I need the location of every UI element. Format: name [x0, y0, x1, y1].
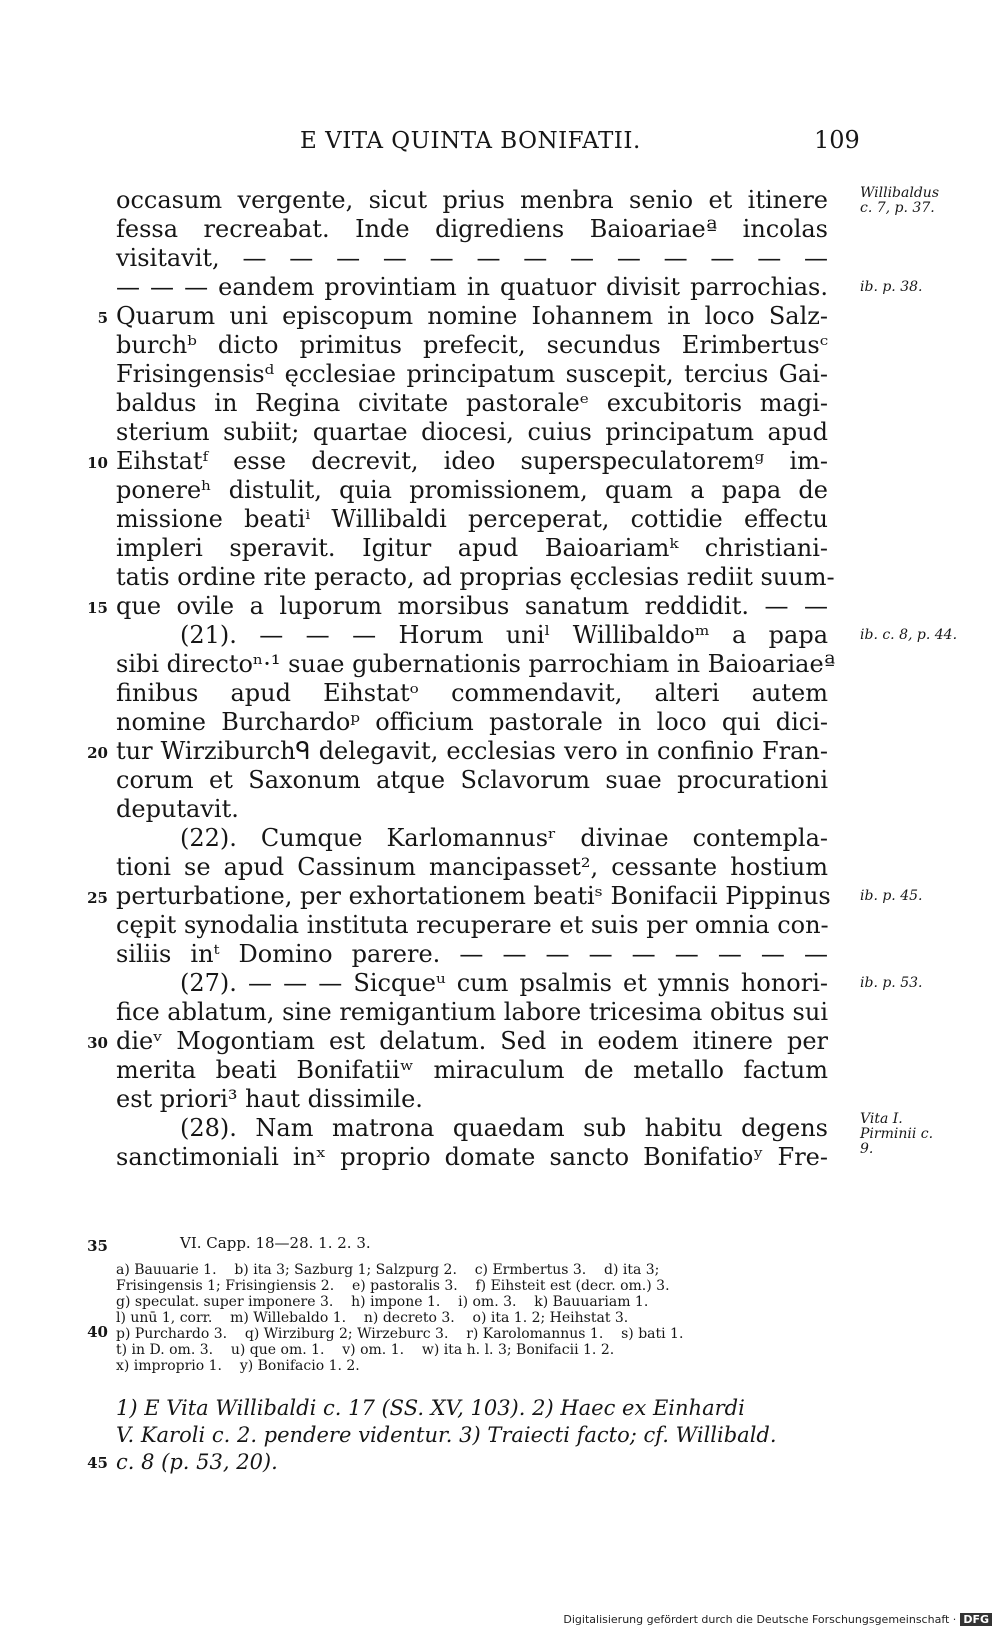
text-line: sterium subiit; quartae diocesi, cuius principatum apud	[116, 418, 828, 446]
text-line: burchᵇ dicto primitus prefecit, secundus Erimbertusᶜ	[116, 331, 828, 359]
text-line: perturbatione, per exhortationem beatiˢ Bonifacii Pippinus	[116, 882, 831, 910]
line-number: 30	[87, 1034, 108, 1052]
text-line: tur Wirziburchᑫ delegavit, ecclesias vero in confinio Fran-	[116, 737, 828, 765]
line-number: 5	[97, 309, 108, 327]
page-number: 109	[814, 126, 860, 154]
text-line: tioni se apud Cassinum mancipasset², cessante hostium	[116, 853, 828, 881]
margin-reference: ib. p. 45.	[860, 888, 923, 904]
text-line: finibus apud Eihstatᵒ commendavit, alteri autem	[116, 679, 828, 707]
text-line: siliis inᵗ Domino parere. — — — — — — — — —	[116, 940, 828, 968]
text-line: Frisingensisᵈ ęcclesiae principatum suscepit, tercius Gai-	[116, 360, 828, 388]
digitization-credit	[563, 1613, 992, 1626]
running-title: E VITA QUINTA BONIFATII.	[300, 128, 641, 154]
text-line: tatis ordine rite peracto, ad proprias ęcclesias rediit suum-	[116, 563, 835, 591]
apparatus-line: Frisingensis 1; Frisingiensis 2. e) pastoralis 3. f) Eihsteit est (decr. om.) 3.	[116, 1278, 670, 1294]
footnote-line: c. 8 (p. 53, 20).	[116, 1450, 278, 1474]
apparatus-line: a) Bauuarie 1. b) ita 3; Sazburg 1; Salzpurg 2. c) Ermbertus 3. d) ita 3;	[116, 1262, 660, 1278]
text-line: que ovile a luporum morsibus sanatum reddidit. — —	[116, 592, 828, 620]
text-line: (22). Cumque Karlomannusʳ divinae contempla-	[180, 824, 828, 852]
text-line: ponereʰ distulit, quia promissionem, quam a papa de	[116, 476, 828, 504]
text-line: dieᵛ Mogontiam est delatum. Sed in eodem itinere per	[116, 1027, 828, 1055]
line-number: 10	[87, 454, 108, 472]
text-line: (21). — — — Horum uniˡ Willibaldoᵐ a papa	[180, 621, 828, 649]
text-line: impleri speravit. Igitur apud Baioariamᵏ christiani-	[116, 534, 828, 562]
footnote-line: V. Karoli c. 2. pendere videntur. 3) Traiecti facto; cf. Willibald.	[116, 1423, 777, 1447]
text-line: occasum vergente, sicut prius menbra senio et itinere	[116, 186, 828, 214]
margin-reference: ib. p. 53.	[860, 975, 923, 991]
line-number: 45	[87, 1454, 108, 1472]
text-line: baldus in Regina civitate pastoraleᵉ excubitoris magi-	[116, 389, 828, 417]
text-line: visitavit, — — — — — — — — — — — — —	[116, 244, 828, 272]
text-line: nomine Burchardoᵖ officium pastorale in loco qui dici-	[116, 708, 828, 736]
line-number: 40	[87, 1323, 108, 1341]
line-number: 15	[87, 599, 108, 617]
text-line: — — — eandem provintiam in quatuor divisit parrochias.	[116, 273, 828, 301]
text-line: (27). — — — Sicqueᵘ cum psalmis et ymnis honori-	[180, 969, 828, 997]
footnote-line: 1) E Vita Willibaldi c. 17 (SS. XV, 103). 2) Haec ex Einhardi	[116, 1396, 745, 1420]
text-line: Eihstatᶠ esse decrevit, ideo superspeculatoremᵍ im-	[116, 447, 828, 475]
apparatus-line: t) in D. om. 3. u) que om. 1. v) om. 1. w) ita h. l. 3; Bonifacii 1. 2.	[116, 1342, 615, 1358]
line-number: 20	[87, 744, 108, 762]
margin-reference: ib. c. 8, p. 44.	[860, 627, 958, 643]
text-line: Quarum uni episcopum nomine Iohannem in loco Salz-	[116, 302, 828, 330]
apparatus-line: l) unū 1, corr. m) Willebaldo 1. n) decreto 3. o) ita 1. 2; Heihstat 3.	[116, 1310, 629, 1326]
dfg-logo: DFG	[960, 1613, 992, 1626]
line-number: 25	[87, 889, 108, 907]
text-line: sibi directoⁿ·¹ suae gubernationis parrochiam in Baioariaeª	[116, 650, 836, 678]
text-line: deputavit.	[116, 795, 239, 823]
credit-text: Digitalisierung gefördert durch die Deutsche Forschungsgemeinschaft ·	[563, 1613, 957, 1626]
apparatus-line: g) speculat. super imponere 3. h) impone 1. i) om. 3. k) Bauuariam 1.	[116, 1294, 649, 1310]
text-line: corum et Saxonum atque Sclavorum suae procurationi	[116, 766, 828, 794]
text-line: sanctimoniali inˣ proprio domate sancto Bonifatioʸ Fre-	[116, 1143, 828, 1171]
text-line: cępit synodalia instituta recuperare et suis per omnia con-	[116, 911, 829, 939]
apparatus-line: x) improprio 1. y) Bonifacio 1. 2.	[116, 1358, 360, 1374]
text-line: missione beatiⁱ Willibaldi perceperat, cottidie effectu	[116, 505, 828, 533]
text-line: merita beati Bonifatiiʷ miraculum de metallo factum	[116, 1056, 828, 1084]
margin-reference: Willibaldus c. 7, p. 37.	[860, 185, 940, 216]
apparatus-line: p) Purchardo 3. q) Wirziburg 2; Wirzeburc 3. r) Karolomannus 1. s) bati 1.	[116, 1326, 684, 1342]
text-line: (28). Nam matrona quaedam sub habitu degens	[180, 1114, 828, 1142]
text-line: est priori³ haut dissimile.	[116, 1085, 423, 1113]
line-number: 35	[87, 1237, 108, 1255]
margin-reference: Vita I. Pirminii c. 9.	[860, 1111, 934, 1157]
manuscripts-line: VI. Capp. 18—28. 1. 2. 3.	[180, 1234, 371, 1252]
text-line: fessa recreabat. Inde digrediens Baioariaeª incolas	[116, 215, 828, 243]
text-line: fice ablatum, sine remigantium labore tricesima obitus sui	[116, 998, 828, 1026]
margin-reference: ib. p. 38.	[860, 279, 923, 295]
